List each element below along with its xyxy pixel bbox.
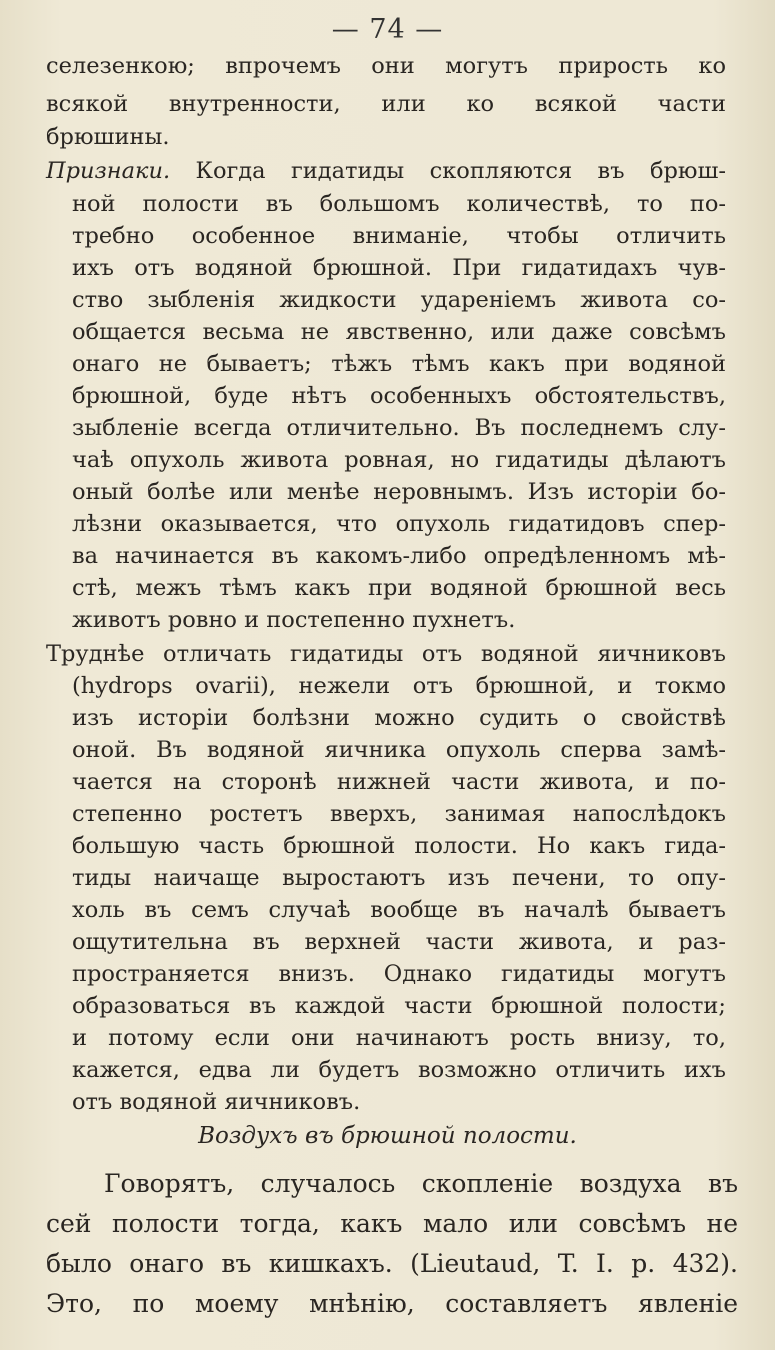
text-line: чаѣ опухоль живота ровная, но гидатиды дѣлаютъ bbox=[72, 447, 726, 473]
text-line: пространяется внизъ. Однако гидатиды могутъ bbox=[72, 961, 726, 987]
text-line: кажется, едва ли будетъ возможно отличить ихъ bbox=[72, 1057, 726, 1083]
text-line: холь въ семъ случаѣ вообще въ началѣ бываетъ bbox=[72, 897, 726, 923]
text-line: Труднѣе отличать гидатиды отъ водяной яичниковъ bbox=[46, 641, 726, 667]
page-number: — 74 — bbox=[331, 14, 444, 45]
text-line bbox=[46, 155, 726, 188]
text-line: общается весьма не явственно, или даже совсѣмъ bbox=[72, 319, 726, 345]
text-line: изъ исторіи болѣзни можно судить о свойствѣ bbox=[72, 705, 726, 731]
text-line: образоваться въ каждой части брюшной полости; bbox=[72, 993, 726, 1019]
text-line: сей полости тогда, какъ мало или совсѣмъ не bbox=[46, 1209, 738, 1238]
section-heading: Воздухъ въ брюшной полости. bbox=[198, 1123, 577, 1149]
text-line: Говорятъ, случалось скопленіе воздуха въ bbox=[104, 1169, 738, 1198]
section-label: Признаки. bbox=[46, 158, 171, 184]
text-line: чается на сторонѣ нижней части живота, и по- bbox=[72, 769, 726, 795]
text-line: ощутительна въ верхней части живота, и раз- bbox=[72, 929, 726, 955]
text-line: ихъ отъ водяной брюшной. При гидатидахъ чув- bbox=[72, 255, 726, 281]
text-line: (hydrops ovarii), нежели отъ брюшной, и токмо bbox=[72, 673, 726, 699]
text-line: и потому если они начинаютъ рость внизу, то, bbox=[72, 1025, 726, 1051]
text-line: всякой внутренности, или ко всякой части bbox=[46, 91, 726, 117]
text-line: стѣ, межъ тѣмъ какъ при водяной брюшной весь bbox=[72, 575, 726, 601]
text-line: лѣзни оказывается, что опухоль гидатидовъ спер- bbox=[72, 511, 726, 537]
text-line: оный болѣе или менѣе неровнымъ. Изъ исторіи бо- bbox=[72, 479, 726, 505]
text-line: было онаго въ кишкахъ. (Lieutaud, T. I. p. 432). bbox=[46, 1249, 738, 1278]
text-line: оной. Въ водяной яичника опухоль сперва замѣ- bbox=[72, 737, 726, 763]
text-span: Когда гидатиды скопляются въ брюш- bbox=[195, 158, 727, 184]
text-line: брюшины. bbox=[46, 124, 170, 150]
text-line: требно особенное вниманіе, чтобы отличить bbox=[72, 223, 726, 249]
text-line: ной полости въ большомъ количествѣ, то по- bbox=[72, 191, 726, 217]
text-line: большую часть брюшной полости. Но какъ гида- bbox=[72, 833, 726, 859]
text-line: отъ водяной яичниковъ. bbox=[72, 1089, 361, 1115]
text-line: ва начинается въ какомъ-либо опредѣленномъ мѣ- bbox=[72, 543, 726, 569]
text-line: брюшной, буде нѣтъ особенныхъ обстоятельствъ, bbox=[72, 383, 726, 409]
text-line: животъ ровно и постепенно пухнетъ. bbox=[72, 607, 516, 633]
text-line: селезенкою; впрочемъ они могутъ прирость ко bbox=[46, 53, 726, 79]
text-line: ство зыбленія жидкости ударенiемъ живота со- bbox=[72, 287, 726, 313]
text-line: степенно ростетъ вверхъ, занимая напослѣдокъ bbox=[72, 801, 726, 827]
text-line: тиды наичаще выростаютъ изъ печени, то опу- bbox=[72, 865, 726, 891]
text-line: Это, по моему мнѣнію, составляетъ явленіе bbox=[46, 1289, 738, 1318]
text-line: онаго не бываетъ; тѣжъ тѣмъ какъ при водяной bbox=[72, 351, 726, 377]
text-line: зыбленіе всегда отличительно. Въ последнемъ слу- bbox=[72, 415, 726, 441]
